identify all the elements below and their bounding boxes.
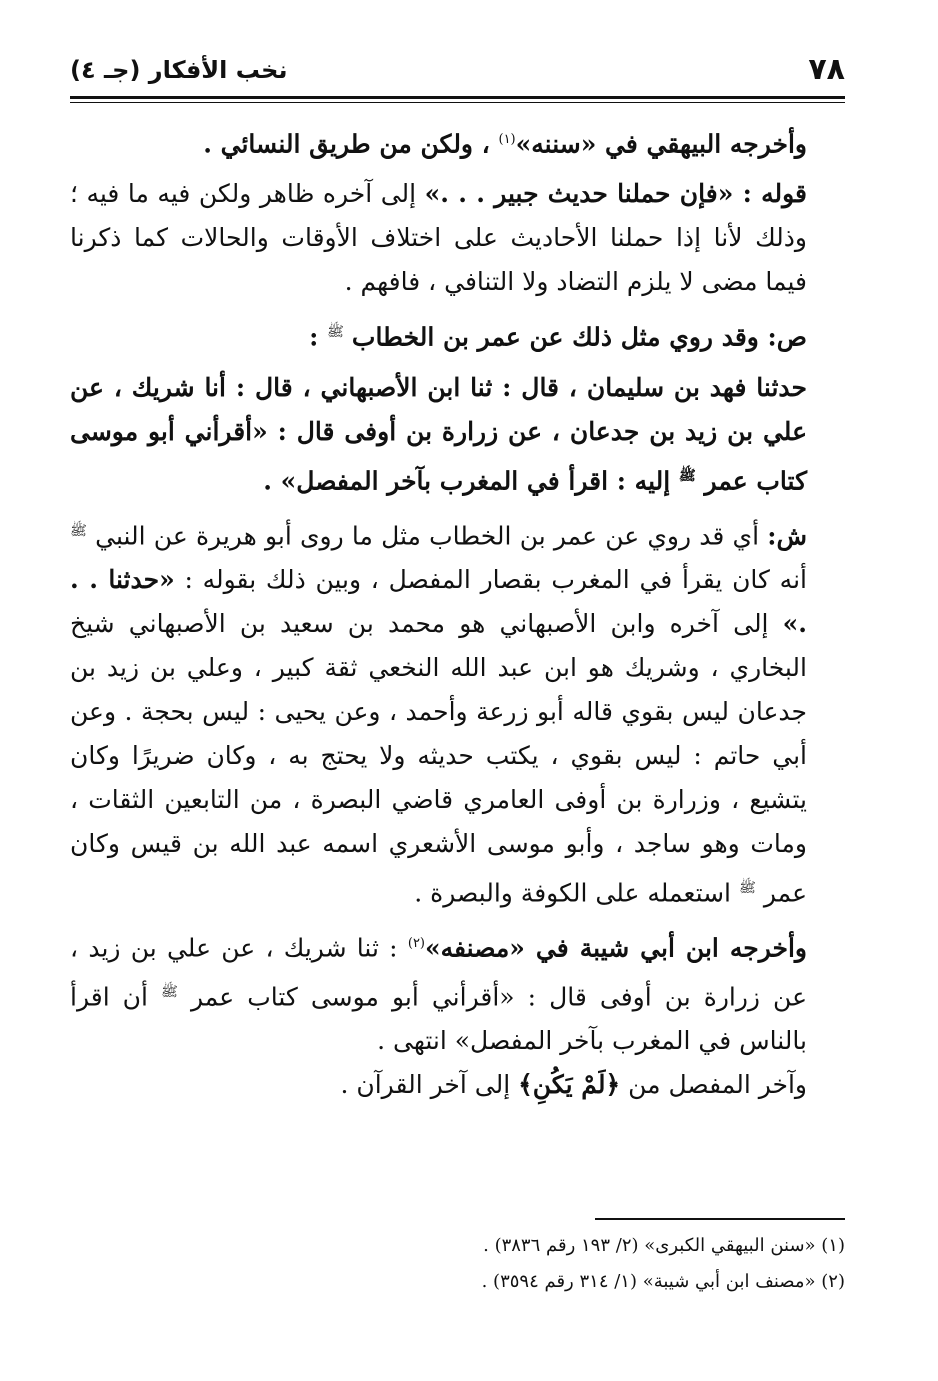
paragraph-3 [70,310,845,359]
p6-text-b: أن اقرأ بالناس في المغرب بآخر المفصل» انتهى . [70,982,807,1056]
paragraph-5 [70,509,845,916]
paragraph-4 [70,366,845,503]
main-text [70,118,845,1107]
honorific-radiya-3: ﷺ [738,880,756,897]
p5-text-a: أي قد روي عن عمر بن الخطاب مثل ما روى أبو هريرة عن النبي [95,521,768,551]
page-number: ٧٨ [808,52,845,87]
p4-bold-a: حدثنا فهد بن سليمان ، قال : ثنا ابن الأصبهاني ، قال : أنا شريك ، عن علي بن زيد بن جدعان ، عن زرارة بن أوفى قال : «أقرأني أبو موسى كتاب عمر [70,372,807,495]
footnote-marker-2: (٢) [407,935,425,951]
footnote-2: (٢) «مصنف ابن أبي شيبة» (١/ ٣١٤ رقم ٣٥٩٤) . [481,1271,845,1292]
p5-bold: «حدثنا . . .» [70,565,807,639]
p5-text-c: إلى آخره وابن الأصبهاني هو محمد بن سعيد بن الأصبهاني شيخ البخاري ، وشريك هو ابن عبد الله النخعي ثقة كبير ، وعلي بن زيد بن جدعان ليس بقوي قاله أبو زرعة وأحمد ، وعن يحيى : ليس بحجة . وعن أبي حاتم : ليس بقوي ، يكتب حديثه ولا يحتج به ، وكان ضريرًا وكان يتشيع ، وزرارة بن أوفى العامري قاضي البصرة ، من التابعين الثقات ، ومات وهو ساجد ، وأبو موسى الأشعري اسمه عبد الله بن قيس وكان عمر [70,609,807,908]
p4-bold-b: إليه : اقرأ في المغرب بآخر المفصل» . [263,465,679,495]
p6-text-a: : ثنا شريك ، عن علي بن زيد ، عن زرارة بن أوفى قال : «أقرأني أبو موسى كتاب عمر [70,932,807,1012]
p2-text: إلى آخره ظاهر ولكن فيه ما فيه ؛ وذلك لأنا إذا حملنا الأحاديث على اختلاف الأوقات والحالات كما ذكرنا فيما مضى لا يلزم التضاد ولا التنافي ، فافهم . [70,179,807,297]
p7-text-a: وآخر المفصل من [620,1070,807,1100]
p3-end: : [309,322,328,352]
p2-bold: قوله : «فإن حملنا حديث جبير . . .» [424,179,807,209]
header-rule-thick [70,96,845,99]
page-header [70,52,845,92]
header-rule-thin [70,102,845,103]
paragraph-1 [70,118,845,166]
p6-bold: وأخرجه ابن أبي شيبة في «مصنفه» [425,932,807,962]
honorific-radiya-2: ﷺ [678,467,696,484]
p3-label: ص: [767,322,807,352]
p7-text-b: إلى آخر القرآن . [340,1070,519,1100]
paragraph-2 [70,172,845,304]
p1-bold-a: وأخرجه البيهقي في «سننه» [515,129,807,159]
honorific-radiya-1: ﷺ [327,324,344,341]
p5-text-d: استعمله على الكوفة والبصرة . [414,878,739,908]
honorific-alayhi: ﷺ [70,522,87,539]
honorific-radiya-4: ﷺ [161,983,178,1000]
p3-bold: وقد روي مثل ذلك عن عمر بن الخطاب [351,322,768,352]
footnotes [70,1228,845,1300]
footnote-marker-1: (١) [498,132,516,147]
p7-quran: ﴿لَمْ يَكُنِ﴾ [518,1070,621,1100]
book-title: نخب الأفكار (جـ ٤) [70,56,288,84]
p1-bold-b: ، ولكن من طريق النسائي . [203,129,499,159]
paragraph-6 [70,922,845,1064]
paragraph-7 [70,1063,845,1107]
footnote-1: (١) «سنن البيهقي الكبرى» (٢/ ١٩٣ رقم ٣٨٣٦) . [483,1235,845,1256]
footnote-divider [595,1218,845,1220]
p5-text-b: أنه كان يقرأ في المغرب بقصار المفصل ، وبين ذلك بقوله : [174,565,807,595]
p5-label: ش: [767,521,807,551]
